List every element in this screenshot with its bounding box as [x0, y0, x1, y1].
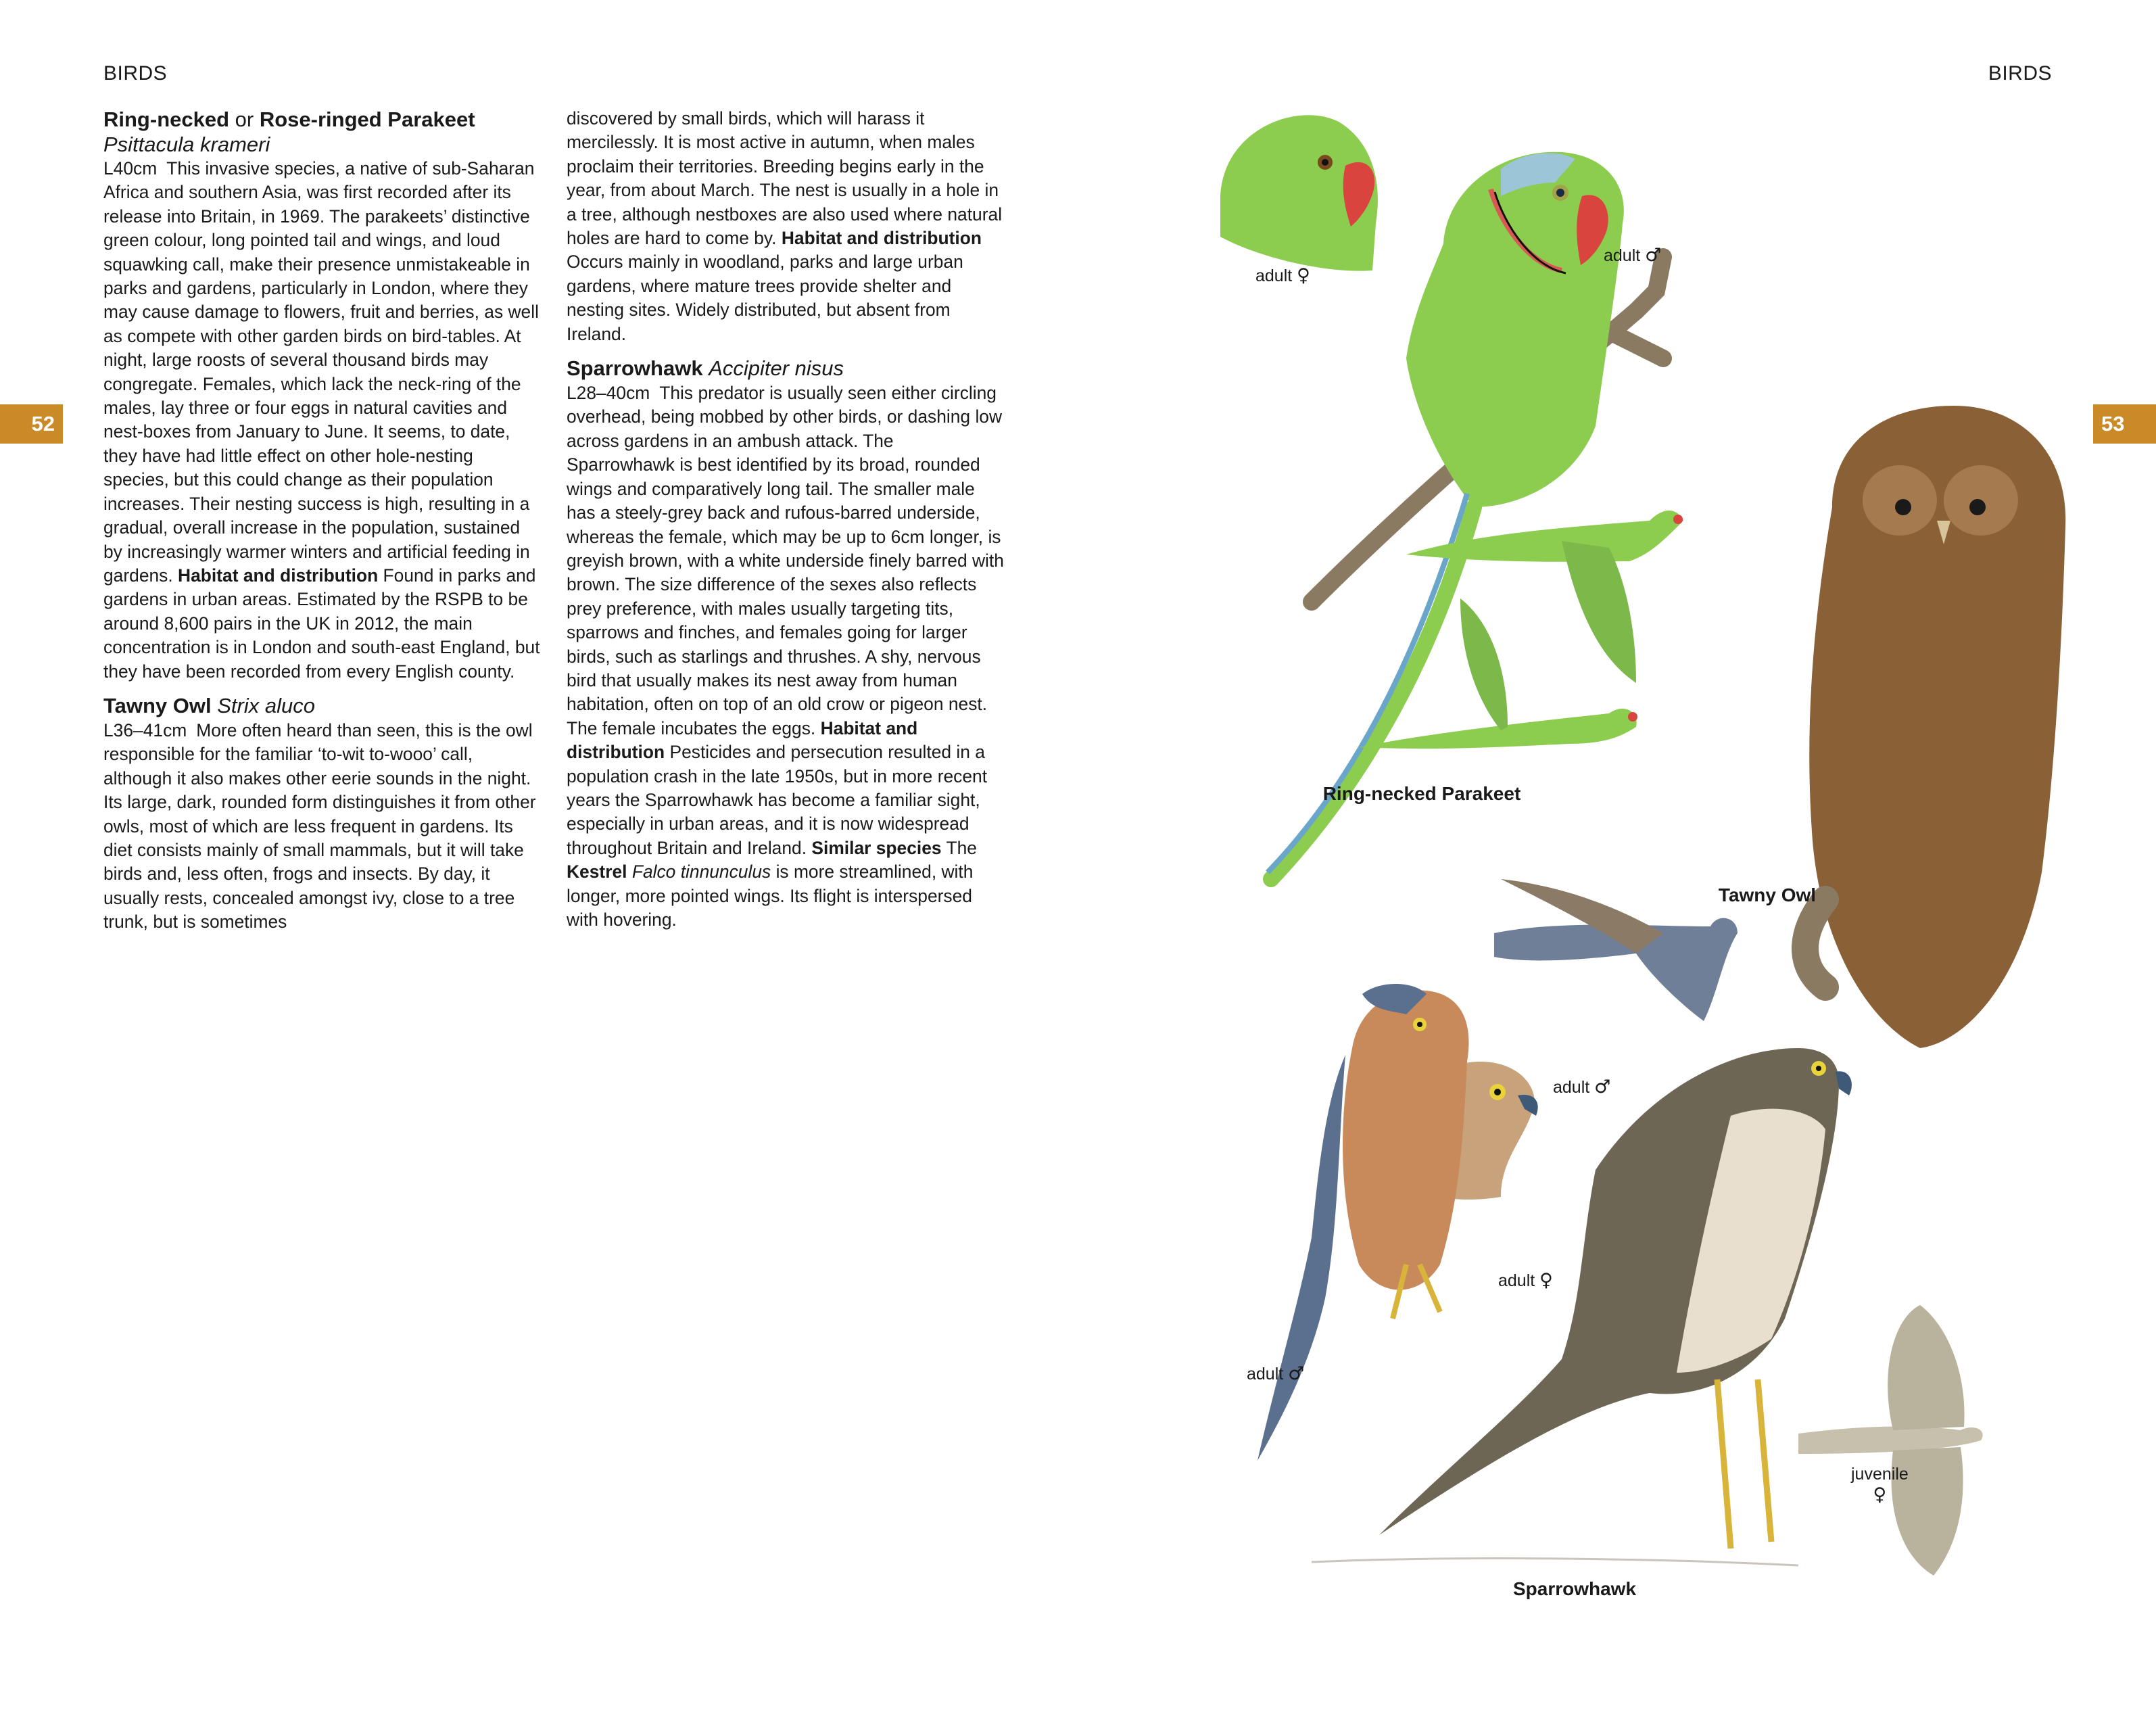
entry-body-sparrowhawk — [567, 381, 1006, 932]
page-number-tab-right — [2093, 404, 2156, 444]
habitat-label: Habitat and distribution — [178, 565, 379, 586]
entry-body-parakeet — [103, 157, 543, 684]
label-text: juvenile — [1851, 1465, 1909, 1484]
label-sparrowhawk-flying-male — [1553, 1077, 1610, 1097]
habitat-label: Habitat and distribution — [567, 717, 918, 763]
title-conjunction: or — [229, 108, 260, 131]
bird-illustrations — [1122, 88, 2082, 1643]
habitat-text-parakeet: Found in parks and gardens in urban areas. Estimated by the RSPB to be around 8,600 pairs in the UK in 2012, the main concentration is in London and south-east England, but they have been recorded from every English county. — [103, 565, 540, 682]
parakeet-female-head-illustration — [1220, 115, 1378, 270]
caption-ring-necked-parakeet: Ring-necked Parakeet — [1322, 783, 1521, 804]
size-parakeet: L40cm — [103, 158, 158, 179]
entry-title-tawny-owl — [103, 693, 543, 719]
page-number-left: 52 — [31, 412, 55, 435]
label-parakeet-female — [1255, 265, 1310, 286]
similar-species-label: Similar species — [811, 837, 942, 858]
habitat-text-tawny-owl: Occurs mainly in woodland, parks and large urban gardens, where mature trees provide shelter and nesting sites. Widely distributed, but absent from Ireland. — [567, 252, 963, 344]
similar-species-scientific: Falco tinnunculus — [631, 861, 771, 882]
running-head-right: BIRDS — [1988, 62, 2052, 85]
illustration-plate — [1122, 88, 2082, 1643]
entry-tawny-owl-continued — [567, 107, 1006, 346]
entry-parakeet — [103, 107, 543, 684]
similar-species-name: Kestrel — [567, 861, 627, 882]
entry-sparrowhawk — [567, 356, 1006, 932]
description-parakeet: This invasive species, a native of sub-Saharan Africa and southern Asia, was first recorded after its release into Britain, in 1969. The parakeets’ distinctive green colour, long pointed tail and wings, and loud squawking call, make their presence unmistakeable in parks and gardens, particularly in London, where they may cause damage to flowers, fruit and berries, as well as compete with other garden birds on bird-tables. At night, large roosts of several thousand birds may congregate. Females, which lack the neck-ring of the males, lay three or four eggs in natural cavities and nest-boxes from January to June. It seems, to date, they have had little effect on other hole-nesting species, but this could change as their population increases. Their nesting success is high, resulting in a gradual, overall increase in the population, sustained by increasingly warmer winters and artificial feeding in gardens. — [103, 158, 539, 586]
sparrowhawk-flying-male-illustration — [1494, 879, 1738, 1021]
label-text: adult — [1604, 246, 1641, 265]
sparrowhawk-juvenile-flying-illustration — [1798, 1305, 1983, 1576]
label-sparrowhawk-perched-male — [1247, 1363, 1304, 1384]
label-sparrowhawk-head-female — [1498, 1270, 1553, 1291]
habitat-text-sparrowhawk: Pesticides and persecution resulted in a population crash in the late 1950s, but in more recent years the Sparrowhawk has become a familiar sight, especially in urban areas, and it is now widespread throughout Britain and Ireland. — [567, 742, 988, 858]
common-name: Tawny Owl — [103, 693, 212, 717]
habitat-label: Habitat and distribution — [781, 228, 982, 249]
male-symbol-icon: ♂ — [1645, 245, 1662, 266]
entry-title-sparrowhawk — [567, 356, 1006, 381]
similar-species-text: is more streamlined, with longer, more pointed wings. Its flight is interspersed with hovering. — [567, 861, 974, 930]
female-symbol-icon: ♀ — [1297, 265, 1310, 286]
similar-species-article: The — [946, 837, 977, 858]
size-sparrowhawk: L28–40cm — [567, 383, 650, 404]
male-symbol-icon: ♂ — [1288, 1363, 1305, 1384]
common-name: Ring-necked — [103, 108, 230, 131]
female-symbol-icon: ♀ — [1539, 1270, 1553, 1291]
label-text: adult — [1498, 1271, 1535, 1290]
page-number-right: 53 — [2101, 412, 2125, 435]
entry-body-tawny-owl — [103, 719, 543, 935]
scientific-name-sparrowhawk: Accipiter nisus — [709, 356, 844, 381]
label-text: adult — [1255, 266, 1293, 285]
page-number-tab-left — [0, 404, 63, 444]
common-name-alt: Rose-ringed Parakeet — [259, 108, 475, 131]
text-column-2 — [567, 107, 1006, 941]
sparrowhawk-perched-male-illustration — [1257, 984, 1469, 1461]
size-tawny-owl: L36–41cm — [103, 719, 187, 740]
text-column-1 — [103, 107, 543, 944]
entry-tawny-owl — [103, 693, 543, 935]
caption-sparrowhawk: Sparrowhawk — [1512, 1578, 1637, 1599]
label-sparrowhawk-juvenile-female — [1851, 1465, 1909, 1505]
female-symbol-icon: ♀ — [1873, 1484, 1887, 1505]
description-tawny-owl-part1: More often heard than seen, this is the owl responsible for the familiar ‘to-wit to-wooo’ call, although it also makes other eerie sounds in the night. Its large, dark, rounded form distinguishes it from other owls, most of which are less frequent in gardens. Its diet consists mainly of small mammals, but it will take birds and, less often, frogs and insects. By day, it usually rests, concealed amongst ivy, close to a tree trunk, but is sometimes — [103, 719, 536, 932]
male-symbol-icon: ♂ — [1594, 1077, 1611, 1097]
scientific-name-tawny-owl: Strix aluco — [217, 693, 315, 717]
label-parakeet-male — [1604, 245, 1661, 266]
label-text: adult — [1247, 1365, 1284, 1384]
caption-tawny-owl: Tawny Owl — [1718, 884, 1817, 905]
description-sparrowhawk: This predator is usually seen either circling overhead, being mobbed by other birds, or dashing low across gardens in an ambush attack. The Sparrowhawk is best identified by its broad, rounded wings and comparatively long tail. The smaller male has a steely-grey back and rufous-barred underside, whereas the female, which may be up to 6cm longer, is greyish brown, with a white underside finely barred with brown. The size difference of the sexes also reflects prey preference, with males usually targeting tits, sparrows and finches, and females going for larger birds, such as starlings and thrushes. A shy, nervous bird that usually makes its nest away from human habitation, often on top of an old crow or pigeon nest. The female incubates the eggs. — [567, 383, 1004, 738]
common-name: Sparrowhawk — [567, 356, 703, 381]
entry-body-tawny-owl-continued — [567, 107, 1006, 346]
entry-title-parakeet — [103, 107, 543, 133]
scientific-name-parakeet: Psittacula krameri — [103, 133, 270, 156]
label-text: adult — [1553, 1078, 1590, 1097]
tawny-owl-illustration — [1805, 406, 2065, 1048]
running-head-left: BIRDS — [103, 62, 168, 85]
description-tawny-owl-part2: discovered by small birds, which will harass it mercilessly. It is most active in autumn, when males proclaim their territories. Breeding begins early in the year, from about March. The nest is usually in a hole in a tree, although nestboxes are also used where natural holes are hard to come by. — [567, 108, 1003, 249]
